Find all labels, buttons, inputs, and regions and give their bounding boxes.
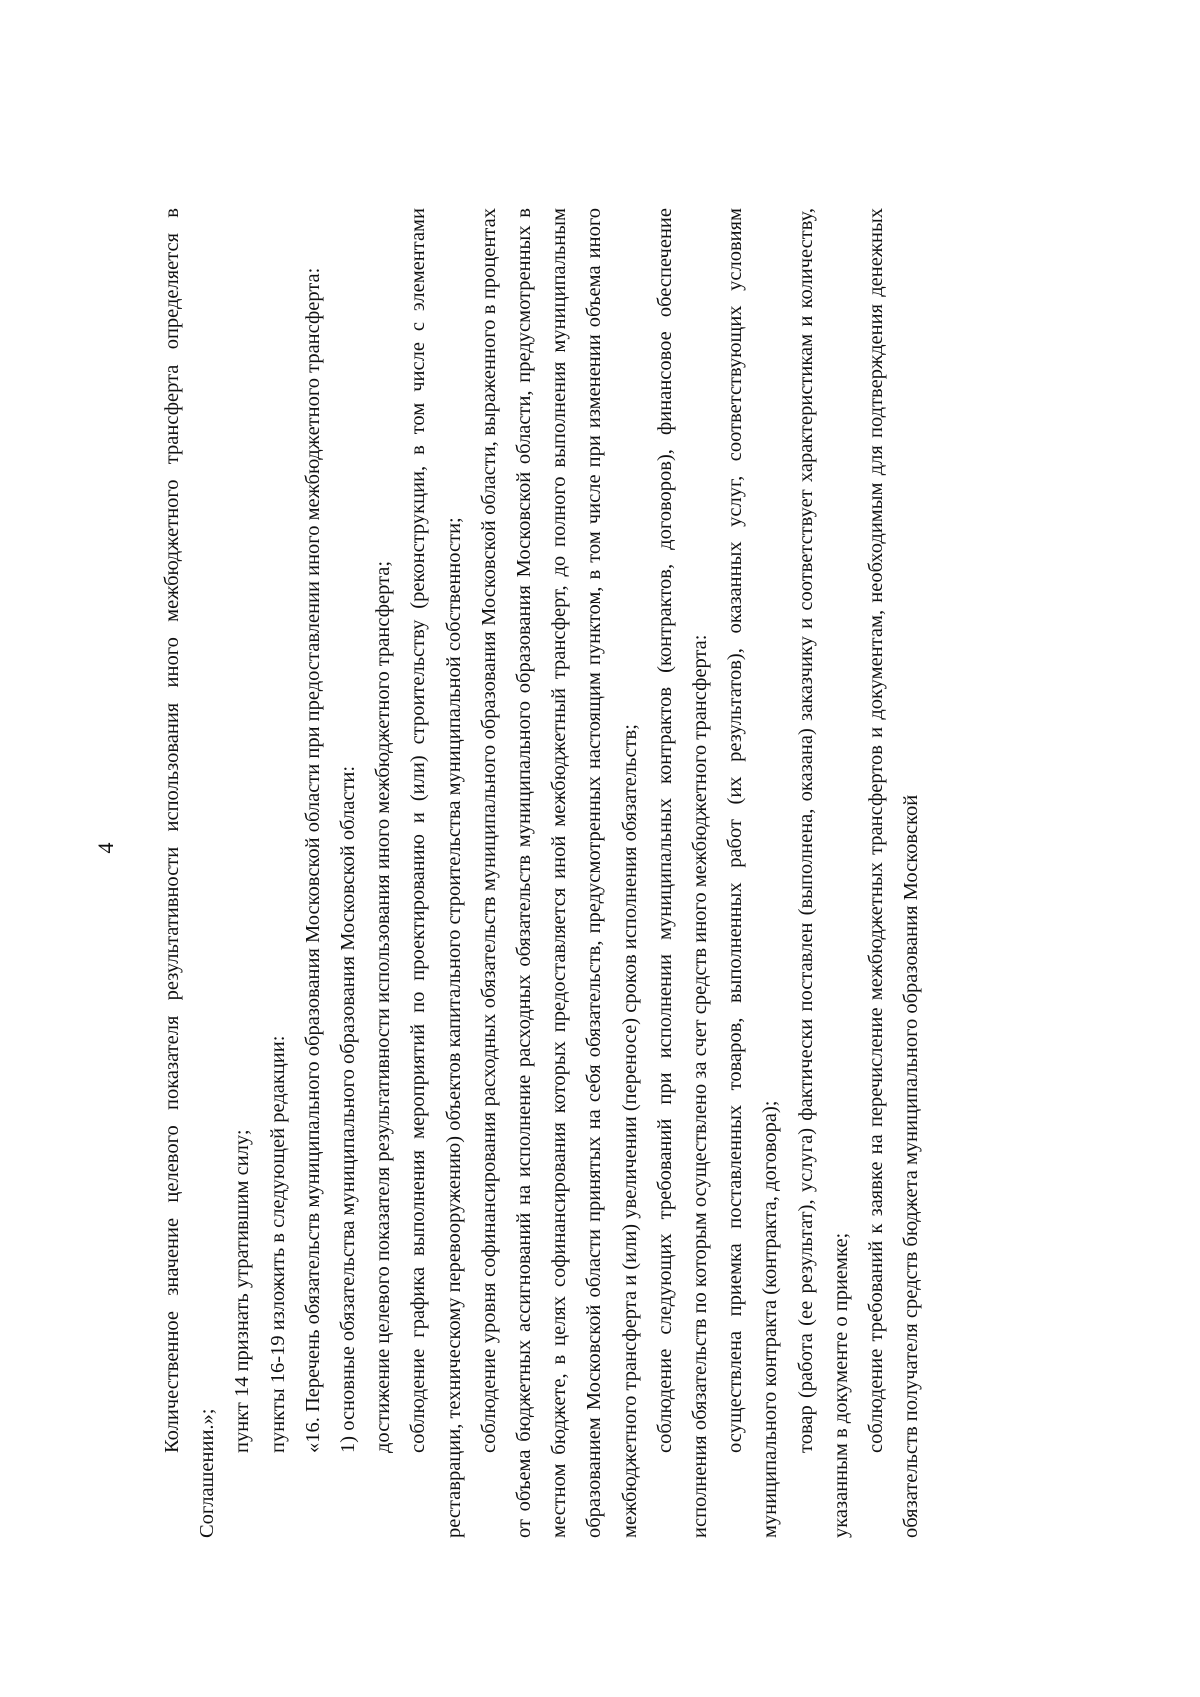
paragraph-points-16-19: пункты 16-19 изложить в следующей редакции:	[266, 1035, 289, 1453]
paragraph-cofinancing: соблюдение уровня софинансирования расходных обязательств муниципального образования Московской области, выраженного в процентах от объема бюджетных ассигнований на исполнение расходных обязательств муниципального образования Московской области, предусмотренных в местном бюджете, в целях софинансирования которых предоставляется иной межбюджетный трансферт, до полного выполнения муниципальным образованием Московской области принятых на себя обязательств, предусмотренных настоящим пунктом, в том числе при изменении объема иного межбюджетного трансферта и (или) увеличении (переносе) сроков исполнения обязательств;	[477, 208, 641, 1538]
paragraph-achievement: достижение целевого показателя результативности использования иного межбюджетного трансферта;	[372, 560, 395, 1453]
paragraph-target-indicator: Количественное значение целевого показателя результативности использования иного межбюджетного трансферта определяется в Соглашении.»;	[161, 208, 219, 1538]
paragraph-point-14: пункт 14 признать утратившим силу;	[231, 1129, 254, 1453]
rotated-page-content	[75, 98, 1125, 1598]
document-body	[155, 208, 929, 1538]
paragraph-item-16: «16. Перечень обязательств муниципального образования Московской области при предоставлении иного межбюджетного трансферта:	[301, 267, 324, 1453]
paragraph-goods-delivered: товар (работа (ее результат), услуга) фактически поставлен (выполнена, оказана) заказчику и соответствует характеристикам и количеству, указанным в документе о приемке;	[794, 208, 852, 1538]
paragraph-acceptance: осуществлена приемка поставленных товаров, выполненных работ (их результатов), оказанных услуг, соответствующих условиям муниципального контракта (контракта, договора);	[724, 208, 782, 1538]
paragraph-main-obligations: 1) основные обязательства муниципального образования Московской области:	[337, 765, 360, 1453]
page-number: 4	[93, 842, 118, 854]
paragraph-contract-requirements: соблюдение следующих требований при исполнении муниципальных контрактов (контрактов, договоров), финансовое обеспечение исполнения обязательств по которым осуществлено за счет средств иного межбюджетного трансферта:	[653, 208, 712, 1538]
paragraph-transfer-request: соблюдение требований к заявке на перечисление межбюджетных трансфертов и документам, необходимым для подтверждения денежных обязательств получателя средств бюджета муниципального образования Московской	[865, 208, 923, 1538]
paragraph-schedule: соблюдение графика выполнения мероприятий по проектированию и (или) строительству (реконструкции, в том числе с элементами реставрации, техническому перевооружению) объектов капитального строительства муниципальной собственности;	[407, 208, 465, 1538]
